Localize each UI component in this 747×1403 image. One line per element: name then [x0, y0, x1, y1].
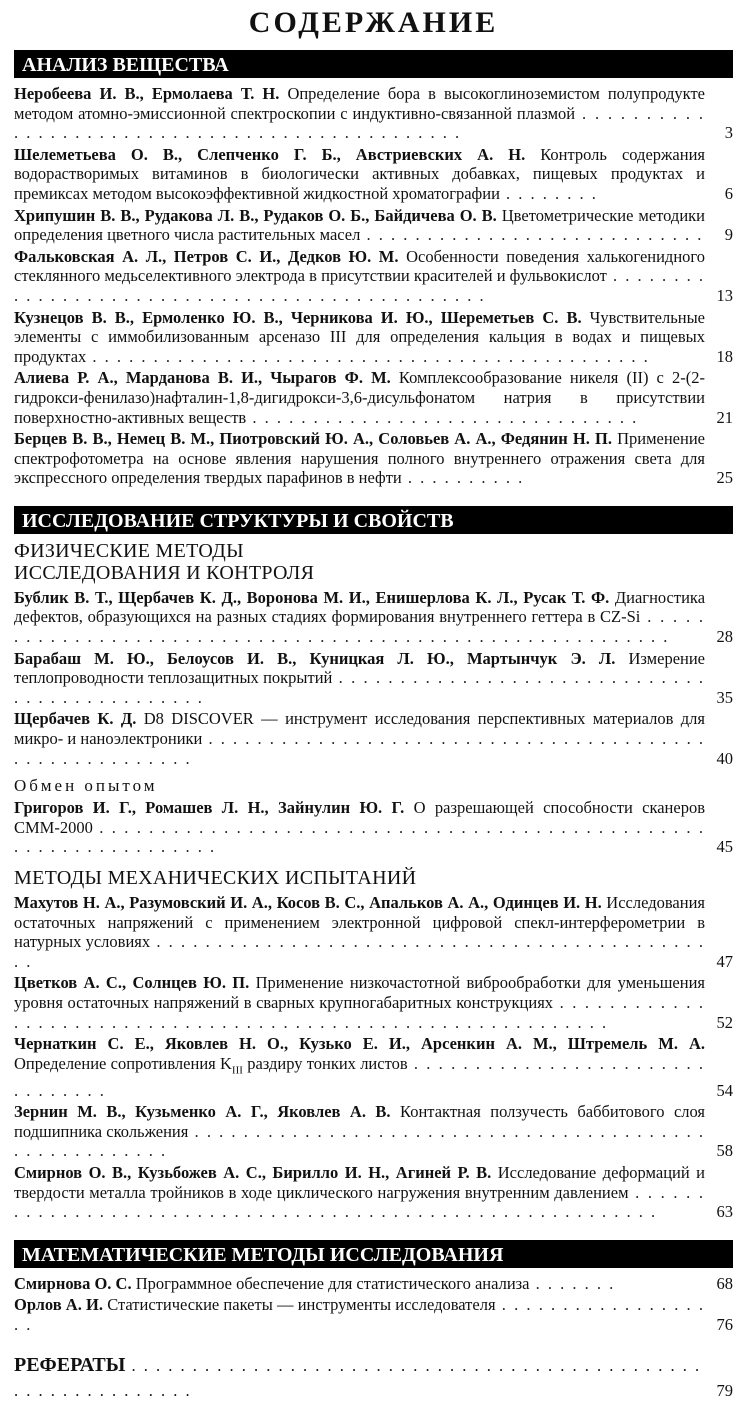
toc-entry[interactable]: Бублик В. Т., Щербачев К. Д., Воронова М. И., Енишерлова К. Л., Русак Т. Ф. Диагностика дефектов, образующихся на разных стадиях формирования внутреннего геттера в CZ-Si . . . . . . . . . . . . . . . . . . . . . . . . . . . . . . . . . . . . . . . . . . . . . . . . . . . . . . . . . . . 28 [14, 587, 733, 647]
entry-page: 68 [716, 1273, 733, 1293]
page-title: СОДЕРЖАНИЕ [248, 6, 499, 39]
toc-entry[interactable]: Махутов Н. А., Разумовский И. А., Косов В. С., Апальков А. А., Одинцев И. Н. Исследования остаточных напряжений с применением электронной цифровой спекл-интерферометрии в натурных условиях . . . . . . . . . . . . . . . . . . . . . . . . . . . . . . . . . . . . . . . . . . . . . . . 47 [14, 893, 733, 971]
entry-title: Программное обеспечение для статистического анализа [135, 1273, 530, 1293]
entry-title: Комплексообразование никеля (II) с 2-(2-гидрокси-фенилазо)нафталин-1,8-дигидрокси-3,6-дисульфонатом натрия в присутствии поверхностно-активных веществ [14, 368, 705, 427]
section-heading-math: МАТЕМАТИЧЕСКИЕ МЕТОДЫ ИССЛЕДОВАНИЯ [14, 1240, 733, 1268]
entry-page: 6 [724, 183, 733, 203]
toc-entry-abstracts[interactable]: РЕФЕРАТЫ . . . . . . . . . . . . . . . . . . . . . . . . . . . . . . . . . . . . . . . . . . . . . . . . . . . . . . . . . . . . . . 79 [14, 1353, 733, 1403]
toc-entry[interactable]: Берцев В. В., Немец В. М., Пиотровский Ю. А., Соловьев А. А., Федянин Н. П. Применение спектрофотометра на основе явления нарушения полного внутреннего отражения света для экспрессного определения твердых парафинов в нефти . . . . . . . . . . 25 [14, 429, 733, 488]
entry-page: 47 [716, 951, 733, 971]
toc-entry[interactable]: Цветков А. С., Солнцев Ю. П. Применение низкочастотной виброобработки для уменьшения уровня остаточных напряжений в сварных крупногабаритных конструкциях . . . . . . . . . . . . . . . . . . . . . . . . . . . . . . . . . . . . . . . . . . . . . . . . . . . . . . . . . . . . . 52 [14, 973, 733, 1032]
entry-authors: Щербачев К. Д. [14, 709, 137, 729]
entry-page: 13 [716, 285, 733, 305]
entry-page: 9 [724, 225, 733, 245]
entry-title: О разрешающей способности сканеров СММ-2000 [14, 798, 705, 837]
toc-entry[interactable]: Щербачев К. Д. D8 DISCOVER — инструмент исследования перспективных материалов для микро- и наноэлектроники . . . . . . . . . . . . . . . . . . . . . . . . . . . . . . . . . . . . . . . . . . . . . . . . . . . . . . . . 40 [14, 709, 733, 768]
entry-title: D8 DISCOVER — инструмент исследования перспективных материалов для микро- и наноэлектроники [14, 709, 705, 749]
entry-title: Статистические пакеты — инструменты исследователя [107, 1295, 496, 1315]
toc-entry[interactable]: Барабаш М. Ю., Белоусов И. В., Куницкая Л. Ю., Мартынчук Э. Л. Измерение теплопроводности теплозащитных покрытий . . . . . . . . . . . . . . . . . . . . . . . . . . . . . . . . . . . . . . . . . . . . . . 35 [14, 648, 733, 707]
entry-page: 58 [716, 1141, 733, 1161]
toc-entry[interactable]: Орлов А. И. Статистические пакеты — инструменты исследователя . . . . . . . . . . . . . . . . . . . 76 [14, 1295, 733, 1334]
entry-page: 79 [716, 1380, 733, 1400]
entry-authors: Махутов Н. А., Разумовский И. А., Косов В. С., Апальков А. А., Одинцев И. Н. [14, 893, 602, 912]
entry-page: 45 [716, 837, 733, 857]
entry-authors: Смирнова О. С. [14, 1273, 132, 1293]
toc-entry[interactable]: Зернин М. В., Кузьменко А. Г., Яковлев А. В. Контактная ползучесть баббитового слоя подшипника скольжения . . . . . . . . . . . . . . . . . . . . . . . . . . . . . . . . . . . . . . . . . . . . . . . . . . . . . . . 58 [14, 1102, 733, 1161]
entry-authors: Зернин М. В., Кузьменко А. Г., Яковлев А. В. [14, 1102, 391, 1122]
entry-page: 54 [716, 1080, 733, 1100]
entry-title: Применение низкочастотной виброобработки для уменьшения уровня остаточных напряжений в сварных крупногабаритных конструкциях [14, 973, 705, 1012]
toc-entry[interactable]: Неробеева И. В., Ермолаева Т. Н. Определение бора в высокоглиноземистом полупродукте методом атомно-эмиссионной спектроскопии с индуктивно-связанной плазмой . . . . . . . . . . . . . . . . . . . . . . . . . . . . . . . . . . . . . . . . . . . . . . . 3 [14, 84, 733, 143]
toc-entry[interactable]: Хрипушин В. В., Рудакова Л. В., Рудаков О. Б., Байдичева О. В. Цветометрические методики определения цветного числа растительных масел . . . . . . . . . . . . . . . . . . . . . . . . . . . . 9 [14, 205, 733, 245]
entry-authors: Берцев В. В., Немец В. М., Пиотровский Ю. А., Соловьев А. А., Федянин Н. П. [14, 429, 612, 449]
entry-authors: Барабаш М. Ю., Белоусов И. В., Куницкая Л. Ю., Мартынчук Э. Л. [14, 648, 616, 668]
entry-title: Диагностика дефектов, образующихся на разных стадиях формирования внутреннего геттера в CZ-Si [14, 587, 706, 627]
entry-page: 63 [716, 1202, 733, 1222]
toc-entry[interactable]: Смирнов О. В., Кузьбожев А. С., Бирилло И. Н., Агиней Р. В. Исследование деформаций и твердости металла тройников в ходе циклического нагружения внутренним давлением . . . . . . . . . . . . . . . . . . . . . . . . . . . . . . . . . . . . . . . . . . . . . . . . . . . . . . . . . . . 63 [14, 1163, 733, 1222]
section-heading-structure: ИССЛЕДОВАНИЕ СТРУКТУРЫ И СВОЙСТВ [14, 506, 733, 534]
toc-entry[interactable]: Кузнецов В. В., Ермоленко Ю. В., Черникова И. Ю., Шереметьев С. В. Чувствительные элементы с иммобилизованным арсеназо III для определения кальция в водах и пищевых продуктах . . . . . . . . . . . . . . . . . . . . . . . . . . . . . . . . . . . . . . . . . . . . . . 18 [14, 307, 733, 366]
entry-title: Применение спектрофотометра на основе явления нарушения полного внутреннего отражения света для экспрессного определения твердых парафинов в нефти [14, 429, 705, 488]
entry-title: Исследования остаточных напряжений с применением электронной цифровой спекл-интерферометрии в натурных условиях [14, 893, 705, 952]
entry-page: 25 [716, 468, 733, 488]
entry-authors: Фальковская А. Л., Петров С. И., Дедков Ю. М. [14, 246, 399, 266]
entry-authors: Чернаткин С. Е., Яковлев Н. О., Кузько Е. И., Арсенкин А. М., Штремель М. А. [14, 1034, 705, 1054]
subsection-title-mechanical: МЕТОДЫ МЕХАНИЧЕСКИХ ИСПЫТАНИЙ [14, 867, 417, 889]
entry-title: Измерение теплопроводности теплозащитных покрытий [14, 648, 706, 688]
entry-authors: Смирнов О. В., Кузьбожев А. С., Бирилло И. Н., Агиней Р. В. [14, 1163, 492, 1183]
entry-authors: Бублик В. Т., Щербачев К. Д., Воронова М. И., Енишерлова К. Л., Русак Т. Ф. [14, 587, 610, 607]
entry-title: Определение бора в высокоглиноземистом полупродукте методом атомно-эмиссионной спектроскопии с индуктивно-связанной плазмой [14, 84, 705, 123]
entry-authors: Алиева Р. А., Марданова В. И., Чырагов Ф. М. [14, 368, 391, 388]
entry-authors: Григоров И. Г., Ромашев Л. Н., Зайнулин Ю. Г. [14, 798, 405, 818]
entry-title: Чувствительные элементы с иммобилизованным арсеназо III для определения кальция в водах и пищевых продуктах [14, 307, 705, 366]
entry-page: 18 [716, 346, 733, 366]
section-heading-analysis: АНАЛИЗ ВЕЩЕСТВА [14, 50, 733, 78]
toc-entry[interactable]: Чернаткин С. Е., Яковлев Н. О., Кузько Е. И., Арсенкин А. М., Штремель М. А. Определение сопротивления $K_{III}$ раздиру тонких листов . . . . . . . . . . . . . . . . . . . . . . . . . . . . . . . . 54 [14, 1034, 733, 1100]
abstracts-label: РЕФЕРАТЫ [14, 1353, 126, 1376]
entry-page: 40 [716, 748, 733, 768]
entry-page: 52 [716, 1012, 733, 1032]
subsection-title-experience: Обмен опытом [14, 776, 158, 796]
entry-authors: Неробеева И. В., Ермолаева Т. Н. [14, 84, 280, 103]
entry-page: 28 [716, 627, 733, 647]
entry-page: 35 [716, 687, 733, 707]
entry-authors: Орлов А. И. [14, 1295, 103, 1315]
entry-page: 21 [716, 407, 733, 427]
entry-authors: Кузнецов В. В., Ермоленко Ю. В., Черникова И. Ю., Шереметьев С. В. [14, 307, 582, 327]
toc-entry[interactable]: Фальковская А. Л., Петров С. И., Дедков Ю. М. Особенности поведения халькогенидного стеклянного медьселективного электрода в присутствии красителей и фульвокислот . . . . . . . . . . . . . . . . . . . . . . . . . . . . . . . . . . . . . . . . . . . . . . . 13 [14, 246, 733, 305]
entry-page: 76 [716, 1314, 733, 1334]
entry-authors: Цветков А. С., Солнцев Ю. П. [14, 973, 250, 993]
entry-title: Особенности поведения халькогенидного стеклянного медьселективного электрода в присутствии красителей и фульвокислот [14, 246, 706, 286]
entry-title: Цветометрические методики определения цветного числа растительных масел [14, 205, 705, 245]
entry-title: Контроль содержания водорастворимых витаминов в биологически активных добавках, пищевых продуктах и премиксах методом высокоэффективной жидкостной хроматографии [14, 144, 705, 203]
entry-title: Исследование деформаций и твердости металла тройников в ходе циклического нагружения внутренним давлением [14, 1163, 705, 1202]
entry-authors: Шелеметьева О. В., Слепченко Г. Б., Австриевских А. Н. [14, 144, 526, 164]
toc-entry[interactable]: Григоров И. Г., Ромашев Л. Н., Зайнулин Ю. Г. О разрешающей способности сканеров СММ-2000 . . . . . . . . . . . . . . . . . . . . . . . . . . . . . . . . . . . . . . . . . . . . . . . . . . . . . . . . . . . . . . . . . . 45 [14, 798, 733, 857]
toc-entry[interactable]: Алиева Р. А., Марданова В. И., Чырагов Ф. М. Комплексообразование никеля (II) с 2-(2-гидрокси-фенилазо)нафталин-1,8-дигидрокси-3,6-дисульфонатом натрия в присутствии поверхностно-активных веществ . . . . . . . . . . . . . . . . . . . . . . . . . . . . . . . . 21 [14, 368, 733, 427]
entry-title: Контактная ползучесть баббитового слоя подшипника скольжения [14, 1102, 706, 1141]
entry-title: Определение сопротивления $K_{III}$ раздиру тонких листов [14, 1053, 408, 1077]
entry-page: 3 [724, 123, 733, 143]
toc-entry[interactable]: Смирнова О. С. Программное обеспечение для статистического анализа . . . . . . . 68 [14, 1273, 733, 1293]
toc-entry[interactable]: Шелеметьева О. В., Слепченко Г. Б., Австриевских А. Н. Контроль содержания водорастворимых витаминов в биологически активных добавках, пищевых продуктах и премиксах методом высокоэффективной жидкостной хроматографии . . . . . . . . 6 [14, 144, 733, 203]
section-analysis-entries [14, 84, 733, 488]
subsection-title-physical: ФИЗИЧЕСКИЕ МЕТОДЫ ИССЛЕДОВАНИЯ И КОНТРОЛЯ [14, 539, 315, 584]
entry-authors: Хрипушин В. В., Рудакова Л. В., Рудаков О. Б., Байдичева О. В. [14, 205, 497, 225]
